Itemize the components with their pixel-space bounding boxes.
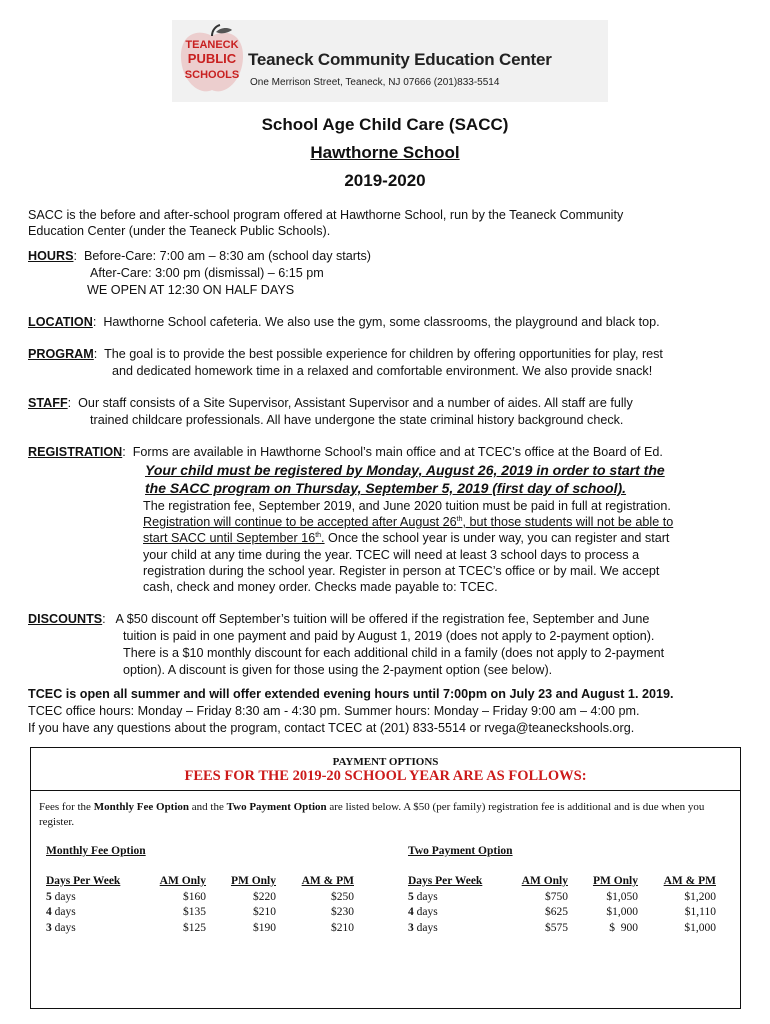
table-row: 4 days [408, 906, 438, 918]
title-school: Hawthorne School [310, 143, 460, 162]
registration-deadline-1: Your child must be registered by Monday, August 26, 2019 in order to start the [145, 462, 665, 478]
table-cell: $250 [331, 890, 354, 903]
registration-line-4: your child at any time during the year. TCEC will need at least 3 school days to process a [143, 548, 640, 562]
table-cell: $190 [253, 921, 276, 934]
title-program: School Age Child Care (SACC) [261, 115, 509, 134]
table-cell: $1,050 [606, 890, 638, 903]
title-year: 2019-2020 [344, 171, 426, 190]
table-cell: $1,200 [684, 890, 716, 903]
staff-line-1: Our staff consists of a Site Supervisor, Assistant Supervisor and a number of aides. All staff are fully [78, 396, 633, 410]
office-hours: TCEC office hours: Monday – Friday 8:30 am - 4:30 pm. Summer hours: Monday – Friday 9:00 am – 4:00 pm. [28, 704, 640, 718]
table-cell: $210 [331, 921, 354, 934]
staff-label: STAFF [28, 396, 68, 410]
table-cell: $ 900 [609, 921, 638, 934]
payment-options-box [30, 747, 741, 1009]
registration-start-line: start SACC until September 16th. Once the school year is under way, you can register and start [143, 531, 670, 545]
registration-continue-line: Registration will continue to be accepted after August 26th, but those students will not be able to [143, 515, 674, 529]
monthly-pm-header: PM Only [230, 875, 276, 887]
table-cell: $230 [331, 906, 354, 918]
table-cell: $1,000 [606, 906, 638, 918]
monthly-pm-column [225, 874, 276, 936]
location-label: LOCATION [28, 315, 93, 329]
discounts-label: DISCOUNTS [28, 612, 103, 626]
two-ampm-column [658, 874, 716, 936]
discounts-line-4: option). A discount is given for those using the 2-payment option (see below). [123, 663, 553, 677]
table-cell: $220 [253, 890, 276, 903]
monthly-fee-option-heading: Monthly Fee Option [46, 845, 146, 857]
registration-line-6: cash, check and money order. Checks made payable to: TCEC. [143, 580, 498, 594]
payment-options-title: PAYMENT OPTIONS [332, 756, 439, 768]
logo-word-schools: SCHOOLS [184, 69, 240, 81]
registration-label: REGISTRATION [28, 445, 123, 459]
monthly-days-header: Days Per Week [46, 875, 121, 887]
monthly-am-header: AM Only [159, 875, 206, 887]
hours-half-days: WE OPEN AT 12:30 ON HALF DAYS [87, 283, 295, 297]
table-cell: $1,110 [684, 906, 716, 918]
location-section: LOCATION: Hawthorne School cafeteria. We also use the gym, some classrooms, the playground and black top. [28, 315, 660, 329]
logo-word-public: PUBLIC [187, 51, 237, 66]
staff-section: STAFF: Our staff consists of a Site Supervisor, Assistant Supervisor and a number of aides. All staff are fully [28, 396, 633, 410]
table-row: 4 days [46, 906, 76, 918]
organization-name: Teaneck Community Education Center [248, 50, 552, 69]
discounts-section: DISCOUNTS: A $50 discount off September’s tuition will be offered if the registration fee, September and June [28, 612, 650, 626]
table-cell: $750 [545, 890, 568, 903]
two-am-header: AM Only [521, 875, 568, 887]
table-row: 5 days [46, 890, 76, 903]
table-cell: $575 [545, 921, 568, 934]
registration-section: REGISTRATION: Forms are available in Hawthorne School’s main office and at TCEC’s office at the Board of Ed. [28, 445, 663, 459]
two-ampm-header: AM & PM [663, 875, 716, 887]
discounts-line-1: A $50 discount off September’s tuition will be offered if the registration fee, September and June [115, 612, 650, 626]
table-cell: $210 [253, 906, 276, 918]
registration-line-5: registration during the school year. Register in person at TCEC’s office or by mail. We accept [143, 564, 660, 578]
contact-info: If you have any questions about the program, contact TCEC at (201) 833-5514 or rvega@teaneckshools.org. [28, 721, 635, 735]
program-section: PROGRAM: The goal is to provide the best possible experience for children by offering opportunities for play, rest [28, 347, 663, 361]
teaneck-apple-logo [178, 24, 246, 96]
two-days-column [408, 874, 482, 936]
table-cell: $160 [183, 890, 206, 903]
registration-deadline-2: the SACC program on Thursday, September 5, 2019 (first day of school). [145, 480, 627, 496]
hours-before-care: Before-Care: 7:00 am – 8:30 am (school day starts) [83, 249, 371, 263]
program-line-1: The goal is to provide the best possible experience for children by offering opportunities for play, rest [104, 347, 663, 361]
organization-address: One Merrison Street, Teaneck, NJ 07666 (201)833-5514 [250, 77, 500, 88]
summer-hours-notice: TCEC is open all summer and will offer extended evening hours until 7:00pm on July 23 and August 1. 2019. [28, 687, 674, 701]
discounts-line-2: tuition is paid in one payment and paid by August 1, 2019 (does not apply to 2-payment option). [123, 629, 655, 643]
two-pm-column [587, 874, 638, 936]
two-days-header: Days Per Week [408, 875, 483, 887]
table-cell: $135 [183, 906, 206, 918]
logo-word-teaneck: TEANECK [185, 39, 239, 51]
hours-after-care: After-Care: 3:00 pm (dismissal) – 6:15 pm [90, 266, 324, 280]
staff-line-2: trained childcare professionals. All have undergone the state criminal history background check. [90, 413, 624, 427]
table-row: 5 days [408, 890, 438, 903]
monthly-ampm-header: AM & PM [301, 875, 354, 887]
fees-heading: FEES FOR THE 2019-20 SCHOOL YEAR ARE AS FOLLOWS: [184, 768, 587, 784]
location-text: Hawthorne School cafeteria. We also use the gym, some classrooms, the playground and black top. [103, 315, 660, 329]
hours-label: HOURS [28, 249, 74, 263]
program-label: PROGRAM [28, 347, 94, 361]
intro-line-2: Education Center (under the Teaneck Public Schools). [28, 224, 331, 238]
monthly-am-column [153, 874, 206, 936]
registration-fee-line: The registration fee, September 2019, and June 2020 tuition must be paid in full at registration. [143, 499, 671, 513]
discounts-line-3: There is a $10 monthly discount for each additional child in a family (does not apply to 2-payment [123, 646, 665, 660]
program-line-2: and dedicated homework time in a relaxed and comfortable environment. We also provide snack! [112, 364, 653, 378]
table-row: 3 days [46, 921, 76, 934]
two-payment-option-heading: Two Payment Option [408, 845, 513, 857]
fees-note: Fees for the Monthly Fee Option and the Two Payment Option are listed below. A $50 (per family) registration fee is additional and is due when you register. [39, 801, 705, 828]
registration-line-1: Forms are available in Hawthorne School’s main office and at TCEC’s office at the Board of Ed. [132, 445, 663, 459]
two-pm-header: PM Only [592, 875, 638, 887]
payment-divider [31, 790, 740, 791]
table-cell: $125 [183, 921, 206, 934]
table-cell: $625 [545, 906, 568, 918]
table-row: 3 days [408, 921, 438, 934]
two-am-column [515, 874, 568, 936]
document-title [0, 111, 770, 195]
monthly-days-column [46, 874, 120, 936]
intro-line-1: SACC is the before and after-school program offered at Hawthorne School, run by the Teaneck Community [28, 208, 624, 222]
table-cell: $1,000 [684, 921, 716, 934]
hours-section: HOURS: Before-Care: 7:00 am – 8:30 am (school day starts) [28, 249, 371, 263]
monthly-ampm-column [296, 874, 354, 936]
